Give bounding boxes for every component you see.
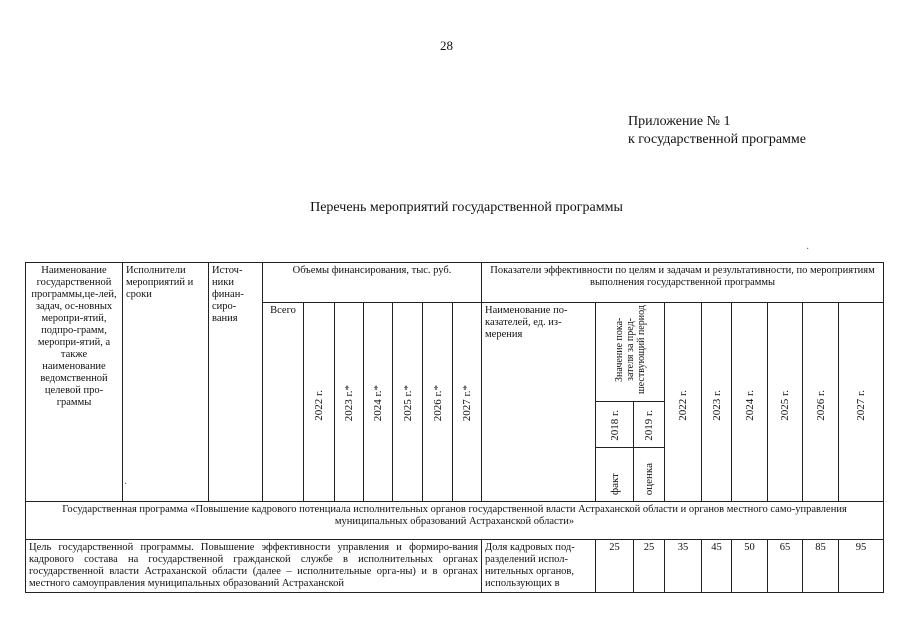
- header-fin-year: 2025 г.*: [393, 303, 423, 502]
- header-prev-period: Значение пока-зателя за пред-шествующий период: [596, 303, 665, 402]
- goal-value: 35: [665, 540, 702, 593]
- header-prev-year: 2018 г.: [596, 402, 634, 448]
- goal-value: 50: [732, 540, 768, 593]
- goal-value: 65: [768, 540, 803, 593]
- header-prev-type: оценка: [634, 448, 665, 502]
- goal-row-indicator: Доля кадровых под-разделений испол-нительных органов, использующих в: [482, 540, 596, 593]
- header-ind-year: 2027 г.: [839, 303, 884, 502]
- header-ind-year: 2026 г.: [803, 303, 839, 502]
- scan-speck: ·: [806, 244, 810, 255]
- header-prev-year: 2019 г.: [634, 402, 665, 448]
- header-indicators: Показатели эффективности по целям и задачам и результативности, по мероприятиям выполнения государственной программы: [482, 263, 884, 303]
- header-ind-year: 2025 г.: [768, 303, 803, 502]
- header-fin-year: 2027 г.*: [453, 303, 482, 502]
- header-name: Наименование государственной программы,це-лей, задач, ос-новных меропри-ятий, подпро-грамм, меропри-ятий, а также наименование ведомственной целевой про-граммы: [26, 263, 123, 502]
- appendix-note: [628, 113, 806, 149]
- header-indicator-name: Наименование по-казателей, ед. из-мерения: [482, 303, 596, 502]
- header-sources: Источ-ники финан-сиро-вания: [209, 263, 263, 502]
- header-fin-year: 2026 г.*: [423, 303, 453, 502]
- header-fin-year: 2024 г.*: [364, 303, 393, 502]
- appendix-line-1: Приложение № 1: [628, 114, 731, 129]
- page-number: 28: [440, 38, 453, 53]
- program-row: Государственная программа «Повышение кадрового потенциала исполнительных органов государственной власти Астраханской области и органов местного само-управления муниципальных образований Астраханской области»: [26, 502, 884, 540]
- header-executors: Исполнители мероприятий и сроки: [123, 263, 209, 502]
- document-title: Перечень мероприятий государственной программы: [310, 200, 623, 215]
- header-ind-year: 2024 г.: [732, 303, 768, 502]
- header-total: Всего: [263, 303, 304, 502]
- scan-speck: ·: [124, 479, 128, 490]
- goal-value: 25: [596, 540, 634, 593]
- goal-value: 25: [634, 540, 665, 593]
- header-ind-year: 2022 г.: [665, 303, 702, 502]
- header-fin-year: 2022 г.: [304, 303, 335, 502]
- goal-value: 95: [839, 540, 884, 593]
- goal-value: 45: [702, 540, 732, 593]
- measures-table: [25, 262, 884, 593]
- goal-row-text: Цель государственной программы. Повышение эффективности управления и формиро-вания кадрового состава на государственной гражданской службе в исполнительных органах государственной власти Астраханской области (далее – исполнительные орга-ны) и в органах местного самоуправления муниципальных образований Астраханской: [26, 540, 482, 593]
- goal-value: 85: [803, 540, 839, 593]
- header-prev-type: факт: [596, 448, 634, 502]
- appendix-line-2: к государственной программе: [628, 132, 806, 147]
- header-financing: Объемы финансирования, тыс. руб.: [263, 263, 482, 303]
- header-fin-year: 2023 г.*: [335, 303, 364, 502]
- header-ind-year: 2023 г.: [702, 303, 732, 502]
